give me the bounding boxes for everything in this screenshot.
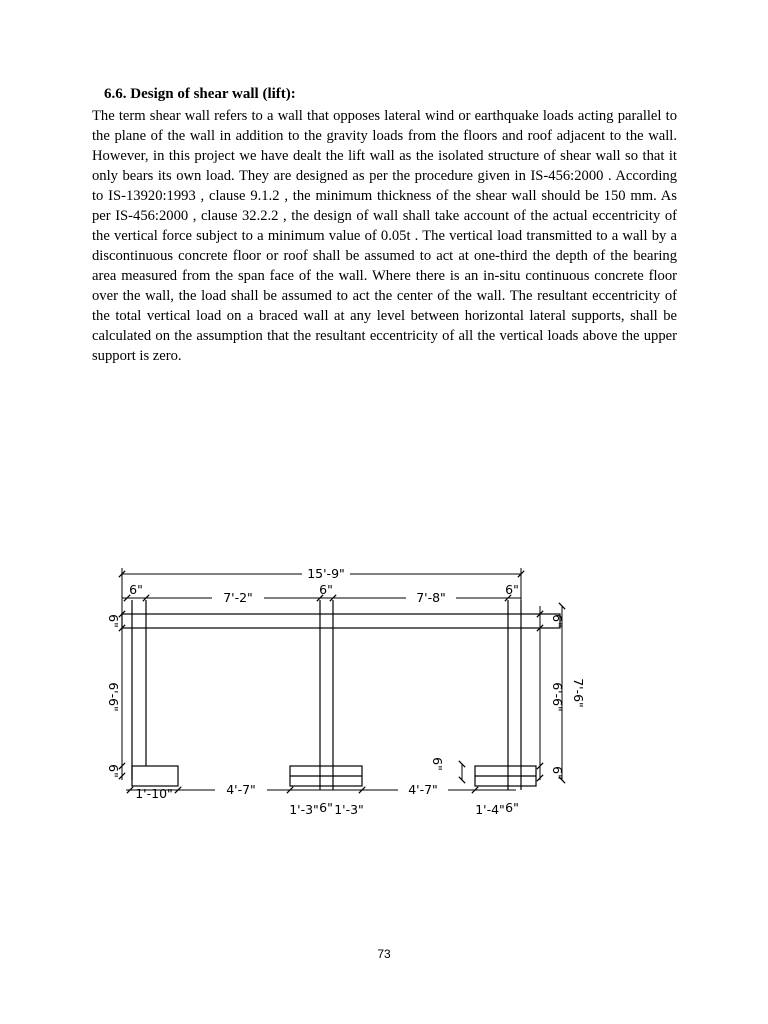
height-right-label: 6'-6" <box>550 682 565 712</box>
footing-right-label: 6" <box>550 766 565 780</box>
right-footing-width-label: 1'-4" <box>475 802 505 817</box>
mid-footing-left-label: 1'-3" <box>289 802 319 817</box>
mid-wall-base-label: 6" <box>319 800 333 815</box>
right-span-label: 7'-8" <box>416 590 446 605</box>
left-footing-width-label: 1'-10" <box>135 786 173 801</box>
footing-left-label: 6" <box>106 764 121 778</box>
overall-width-label: 15'-9" <box>307 566 345 581</box>
left-span-label: 7'-2" <box>223 590 253 605</box>
right-wall-base-label: 6" <box>505 800 519 815</box>
page-number: 73 <box>377 947 391 961</box>
right-wall-label: 6" <box>505 582 519 597</box>
height-left-label: 6'-6" <box>106 682 121 712</box>
slab-left-label: 6" <box>106 614 121 628</box>
overall-height-label: 7'-6" <box>571 678 586 708</box>
section-paragraph: The term shear wall refers to a wall that opposes lateral wind or earthquake loads acting parallel to the plane of the wall in addition to the gravity loads from the floors and roof adjacent to the wall. However, in this project we have dealt the lift wall as the isolated structure of shear wall so that it only bears its own load. They are designed as per the procedure given in IS-456:2000 . According to IS-13920:1993 , clause 9.1.2 , the minimum thickness of the shear wall should be 150 mm. As per IS-456:2000 , clause 32.2.2 , the design of wall shall take account of the actual eccentricity of the vertical force subject to a minimum value of 0.05t . The vertical load transmitted to a wall by a discontinuous concrete floor or roof shall be assumed to act at one-third the depth of the bearing area measured from the span face of the wall. Where there is an in-situ continuous concrete floor over the wall, the load shall be assumed to act the center of the wall. The resultant eccentricity of the total vertical load on a braced wall at any level between horizontal lateral supports, shall be calculated on the assumption that the resultant eccentricity of all the vertical loads above the upper support is zero. <box>92 108 677 364</box>
section-heading: 6.6. Design of shear wall (lift): <box>104 86 296 102</box>
middle-wall-label: 6" <box>319 582 333 597</box>
right-clear-label: 4'-7" <box>408 782 438 797</box>
footing-mid-right-height-label: 6" <box>430 757 445 771</box>
structure-outline <box>122 600 560 790</box>
left-wall-label: 6" <box>129 582 143 597</box>
slab-right-label: 6" <box>550 614 565 628</box>
dimension-lines <box>122 568 562 790</box>
mid-footing-right-label: 1'-3" <box>334 802 364 817</box>
left-clear-label: 4'-7" <box>226 782 256 797</box>
